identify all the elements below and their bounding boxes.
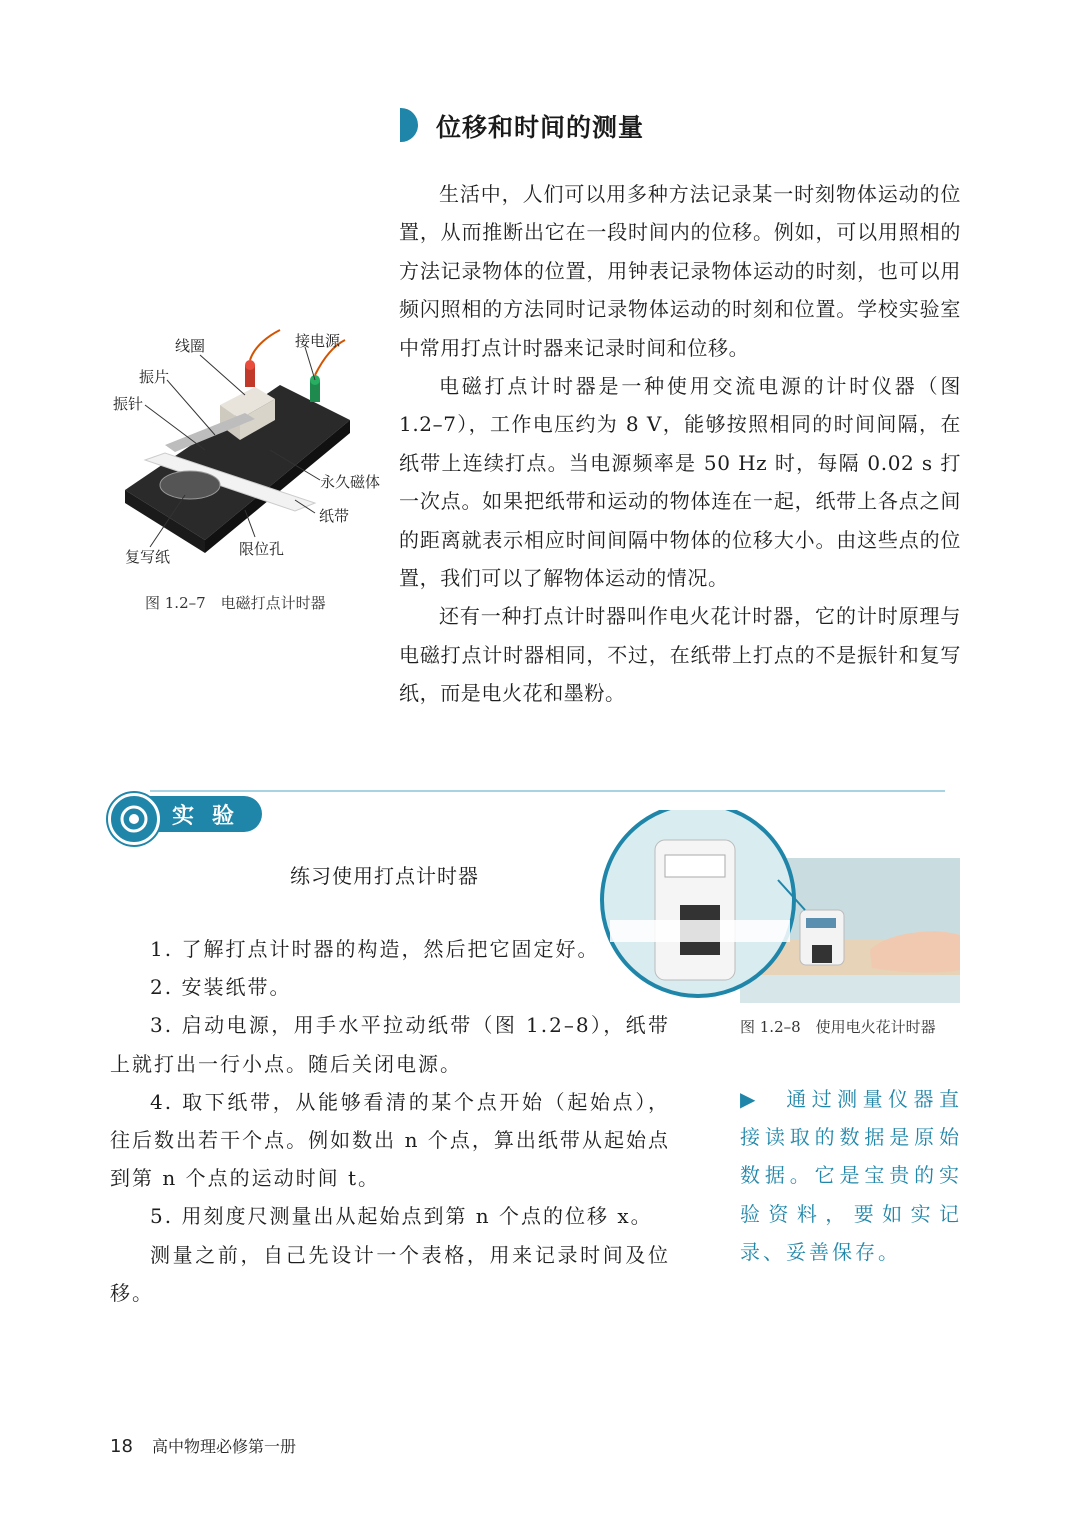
step-2: 2. 安装纸带。 [150, 975, 292, 1000]
experiment-title: 练习使用打点计时器 [290, 864, 479, 888]
label-carbon-paper: 复写纸 [125, 548, 171, 566]
section-marker [400, 108, 418, 142]
body-text [399, 175, 961, 713]
label-limit-hole: 限位孔 [239, 540, 285, 558]
label-needle: 振针 [113, 395, 144, 413]
step-3: 3. 启动电源，用手水平拉动纸带（图 1.2–8），纸带上就打出一行小点。随后关闭电源。 [110, 1013, 670, 1076]
label-coil: 线圈 [175, 337, 206, 355]
ticker-timer-illustration [105, 325, 395, 565]
label-magnet: 永久磁体 [320, 473, 381, 491]
step-5: 5. 用刻度尺测量出从起始点到第 n 个点的位移 x。 [150, 1204, 653, 1229]
paragraph-2: 电磁打点计时器是一种使用交流电源的计时仪器（图 1.2–7），工作电压约为 8 V，能够按照相同的时间间隔，在纸带上连续打点。当电源频率是 50 Hz 时，每隔 0.02 s 打一次点。如果把纸带和运动的物体连在一起，纸带上各点之间的距离就表示相应时间间隔中物体的位移大小。由这些点的位置，我们可以了解物体运动的情况。 [399, 374, 961, 591]
sidenote: ▶ 通过测量仪器直接读取的数据是原始数据。它是宝贵的实验资料，要如实记录、妥善保存。 [740, 1087, 962, 1264]
book-title: 高中物理必修第一册 [152, 1437, 297, 1456]
step-note: 测量之前，自己先设计一个表格，用来记录时间及位移。 [110, 1242, 670, 1305]
experiment-divider [150, 790, 945, 792]
experiment-icon [108, 793, 160, 845]
step-4: 4. 取下纸带，从能够看清的某个点开始（起始点），往后数出若干个点。例如数出 n 个点，算出纸带从起始点到第 n 个点的运动时间 t。 [110, 1089, 670, 1191]
page-footer [110, 1434, 296, 1457]
label-tape: 纸带 [319, 507, 350, 525]
figure-spark-timer [600, 810, 962, 1010]
section-title: 位移和时间的测量 [436, 113, 645, 142]
label-power: 接电源 [295, 332, 341, 350]
experiment-label: 实验 [172, 804, 253, 829]
paragraph-1: 生活中，人们可以用多种方法记录某一时刻物体运动的位置，从而推断出它在一段时间内的位移。例如，可以用照相的方法记录物体的位置，用钟表记录物体运动的时刻，也可以用频闪照相的方法同时记录物体运动的时刻和位置。学校实验室中常用打点计时器来记录时间和位移。 [399, 182, 961, 360]
label-vibrator: 振片 [139, 368, 170, 386]
figure7-caption: 图 1.2–7 电磁打点计时器 [145, 594, 326, 612]
page-number: 18 [110, 1436, 133, 1457]
spark-timer-photo [600, 810, 962, 1010]
figure-ticker-timer [105, 325, 395, 565]
step-1: 1. 了解打点计时器的构造，然后把它固定好。 [150, 937, 600, 961]
figure8-caption: 图 1.2–8 使用电火花计时器 [740, 1018, 936, 1036]
experiment-steps [110, 930, 670, 1312]
paragraph-3: 还有一种打点计时器叫作电火花计时器，它的计时原理与电磁打点计时器相同，不过，在纸带上打点的不是振针和复写纸，而是电火花和墨粉。 [399, 604, 961, 706]
